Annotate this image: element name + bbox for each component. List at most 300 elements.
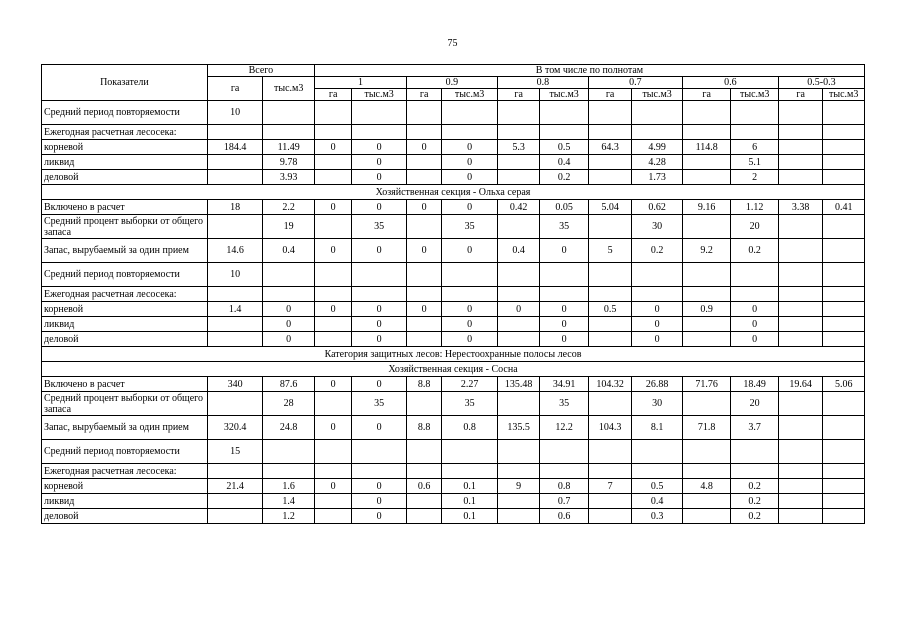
- row-label: Включено в расчет: [42, 377, 208, 392]
- table-cell: 0.2: [632, 239, 683, 263]
- table-cell: 0: [540, 317, 589, 332]
- table-cell: [823, 302, 865, 317]
- table-cell: 0: [442, 302, 498, 317]
- table-cell: [497, 155, 539, 170]
- table-cell: [778, 155, 822, 170]
- header-thous-m3: тыс.м3: [731, 89, 779, 101]
- table-cell: 5.04: [588, 200, 631, 215]
- table-cell: [442, 263, 498, 287]
- header-ha: га: [588, 89, 631, 101]
- table-cell: [314, 440, 351, 464]
- table-row: [42, 155, 865, 170]
- table-cell: 35: [352, 392, 407, 416]
- table-cell: 0.2: [731, 494, 779, 509]
- page-number: 75: [447, 38, 458, 49]
- section-row: [42, 185, 865, 200]
- table-cell: 135.5: [497, 416, 539, 440]
- table-cell: [778, 101, 822, 125]
- table-cell: 0: [540, 302, 589, 317]
- row-label: ликвид: [42, 317, 208, 332]
- table-cell: [406, 494, 441, 509]
- table-cell: [778, 464, 822, 479]
- table-cell: [682, 125, 731, 140]
- row-label: Включено в расчет: [42, 200, 208, 215]
- table-cell: [588, 287, 631, 302]
- section-title: Категория защитных лесов: Нерестоохранные полосы лесов: [42, 347, 865, 362]
- table-row: [42, 140, 865, 155]
- header-ha: га: [497, 89, 539, 101]
- table-cell: 0: [442, 239, 498, 263]
- table-cell: 71.8: [682, 416, 731, 440]
- table-cell: 0: [352, 377, 407, 392]
- table-cell: [406, 287, 441, 302]
- table-cell: [497, 509, 539, 524]
- table-cell: 0: [352, 494, 407, 509]
- table-cell: [632, 263, 683, 287]
- table-cell: [778, 509, 822, 524]
- table-cell: [207, 392, 263, 416]
- table-cell: 0: [314, 377, 351, 392]
- table-cell: 9.16: [682, 200, 731, 215]
- table-row: [42, 215, 865, 239]
- table-cell: [207, 287, 263, 302]
- table-cell: 0: [406, 302, 441, 317]
- table-cell: [207, 494, 263, 509]
- table-cell: 0: [632, 317, 683, 332]
- table-cell: [406, 101, 441, 125]
- table-cell: [778, 215, 822, 239]
- table-cell: 104.32: [588, 377, 631, 392]
- table-cell: 64.3: [588, 140, 631, 155]
- table-cell: 184.4: [207, 140, 263, 155]
- table-cell: 9: [497, 479, 539, 494]
- table-cell: [778, 416, 822, 440]
- header-ha: га: [406, 89, 441, 101]
- table-cell: [682, 263, 731, 287]
- table-cell: 9.78: [263, 155, 315, 170]
- table-cell: [406, 215, 441, 239]
- table-row: [42, 440, 865, 464]
- table-cell: [731, 263, 779, 287]
- table-cell: 0: [352, 200, 407, 215]
- table-cell: 0.4: [632, 494, 683, 509]
- table-cell: [588, 332, 631, 347]
- table-cell: [588, 494, 631, 509]
- table-cell: 18: [207, 200, 263, 215]
- table-cell: 0.2: [731, 239, 779, 263]
- table-cell: 0: [263, 302, 315, 317]
- table-cell: [682, 287, 731, 302]
- table-cell: [682, 464, 731, 479]
- table-cell: 0.6: [540, 509, 589, 524]
- table-cell: 1.73: [632, 170, 683, 185]
- table-row: [42, 377, 865, 392]
- table-cell: [406, 392, 441, 416]
- header-density: 0.6: [682, 77, 778, 89]
- table-cell: 0: [731, 332, 779, 347]
- table-cell: 2.27: [442, 377, 498, 392]
- table-cell: [588, 317, 631, 332]
- table-cell: 1.4: [263, 494, 315, 509]
- table-cell: 0: [352, 140, 407, 155]
- header-thous-m3: тыс.м3: [823, 89, 865, 101]
- table-cell: [406, 170, 441, 185]
- table-cell: [823, 479, 865, 494]
- table-cell: [823, 494, 865, 509]
- table-cell: 0: [263, 332, 315, 347]
- table-cell: [731, 464, 779, 479]
- table-cell: 0: [442, 200, 498, 215]
- table-cell: [823, 215, 865, 239]
- table-cell: [588, 125, 631, 140]
- table-cell: 3.93: [263, 170, 315, 185]
- table-cell: [632, 440, 683, 464]
- table-cell: 0.1: [442, 509, 498, 524]
- table-cell: 0.2: [540, 170, 589, 185]
- table-cell: 35: [540, 392, 589, 416]
- table-cell: [682, 215, 731, 239]
- table-cell: [314, 509, 351, 524]
- table-cell: 35: [540, 215, 589, 239]
- row-label: Средний процент выборки от общего запаса: [42, 215, 208, 239]
- table-cell: [442, 125, 498, 140]
- table-cell: 21.4: [207, 479, 263, 494]
- table-cell: [823, 287, 865, 302]
- table-cell: [540, 440, 589, 464]
- table-cell: 0: [263, 317, 315, 332]
- table-cell: 340: [207, 377, 263, 392]
- table-cell: [682, 494, 731, 509]
- table-cell: [314, 263, 351, 287]
- table-cell: 5.3: [497, 140, 539, 155]
- table-cell: 0.42: [497, 200, 539, 215]
- table-cell: 5.06: [823, 377, 865, 392]
- table-cell: 35: [352, 215, 407, 239]
- table-cell: 0: [352, 479, 407, 494]
- table-cell: 34.91: [540, 377, 589, 392]
- table-cell: [540, 464, 589, 479]
- table-cell: [823, 140, 865, 155]
- table-cell: [406, 332, 441, 347]
- table-cell: [406, 440, 441, 464]
- table-cell: 0: [540, 239, 589, 263]
- table-cell: [406, 464, 441, 479]
- table-cell: [406, 509, 441, 524]
- table-cell: 8.8: [406, 416, 441, 440]
- table-cell: 9.2: [682, 239, 731, 263]
- table-cell: 0: [352, 317, 407, 332]
- table-cell: [406, 155, 441, 170]
- table-cell: 0: [314, 200, 351, 215]
- table-cell: 0.1: [442, 494, 498, 509]
- table-cell: [406, 317, 441, 332]
- table-cell: [778, 392, 822, 416]
- table-cell: 8.1: [632, 416, 683, 440]
- table-cell: 0.5: [588, 302, 631, 317]
- section-title: Хозяйственная секция - Сосна: [42, 362, 865, 377]
- table-cell: 0.5: [632, 479, 683, 494]
- table-cell: [588, 170, 631, 185]
- table-cell: [731, 125, 779, 140]
- table-row: [42, 302, 865, 317]
- table-cell: 0.9: [682, 302, 731, 317]
- table-cell: [682, 332, 731, 347]
- table-cell: 0: [442, 155, 498, 170]
- table-cell: [632, 101, 683, 125]
- section-row: [42, 347, 865, 362]
- table-row: [42, 317, 865, 332]
- table-row: [42, 287, 865, 302]
- table-cell: [682, 317, 731, 332]
- table-cell: [263, 125, 315, 140]
- table-row: [42, 170, 865, 185]
- table-cell: 35: [442, 215, 498, 239]
- table-cell: 14.6: [207, 239, 263, 263]
- header-ha: га: [778, 89, 822, 101]
- table-cell: [207, 509, 263, 524]
- table-cell: 24.8: [263, 416, 315, 440]
- table-row: [42, 200, 865, 215]
- row-label: корневой: [42, 302, 208, 317]
- table-cell: 2.2: [263, 200, 315, 215]
- table-cell: 3.38: [778, 200, 822, 215]
- header-ha: га: [682, 89, 731, 101]
- table-cell: 5: [588, 239, 631, 263]
- table-cell: 0: [314, 416, 351, 440]
- table-cell: [497, 170, 539, 185]
- table-cell: 26.88: [632, 377, 683, 392]
- header-indicators: Показатели: [42, 65, 208, 101]
- section-title: Хозяйственная секция - Ольха серая: [42, 185, 865, 200]
- table-cell: [352, 287, 407, 302]
- table-cell: [406, 125, 441, 140]
- table-cell: 0: [352, 239, 407, 263]
- table-cell: 0: [497, 302, 539, 317]
- table-cell: [682, 509, 731, 524]
- table-cell: [778, 170, 822, 185]
- table-cell: [352, 464, 407, 479]
- forest-data-table: [41, 64, 865, 524]
- table-cell: 10: [207, 101, 263, 125]
- row-label: Средний период повторяемости: [42, 101, 208, 125]
- header-thous-m3: тыс.м3: [442, 89, 498, 101]
- table-cell: [588, 215, 631, 239]
- table-row: [42, 101, 865, 125]
- table-cell: 0: [352, 416, 407, 440]
- table-cell: 11.49: [263, 140, 315, 155]
- table-cell: 10: [207, 263, 263, 287]
- table-cell: [823, 155, 865, 170]
- table-cell: 0: [406, 239, 441, 263]
- table-cell: 8.8: [406, 377, 441, 392]
- table-row: [42, 239, 865, 263]
- table-cell: [588, 392, 631, 416]
- table-cell: 15: [207, 440, 263, 464]
- table-cell: [778, 287, 822, 302]
- table-row: [42, 509, 865, 524]
- table-cell: 30: [632, 215, 683, 239]
- table-cell: [207, 125, 263, 140]
- table-cell: 320.4: [207, 416, 263, 440]
- row-label: корневой: [42, 140, 208, 155]
- table-cell: 4.99: [632, 140, 683, 155]
- table-cell: [588, 440, 631, 464]
- table-cell: 0.7: [540, 494, 589, 509]
- table-cell: [207, 170, 263, 185]
- table-cell: 104.3: [588, 416, 631, 440]
- header-by-density: В том числе по полнотам: [314, 65, 864, 77]
- table-cell: [778, 263, 822, 287]
- table-cell: [823, 464, 865, 479]
- table-cell: 5.1: [731, 155, 779, 170]
- row-label: Ежегодная расчетная лесосека:: [42, 464, 208, 479]
- row-label: корневой: [42, 479, 208, 494]
- table-cell: 0: [352, 332, 407, 347]
- table-cell: [314, 494, 351, 509]
- table-cell: [778, 125, 822, 140]
- table-cell: [314, 155, 351, 170]
- table-cell: [823, 263, 865, 287]
- table-cell: [778, 332, 822, 347]
- table-cell: 6: [731, 140, 779, 155]
- table-cell: 0: [442, 317, 498, 332]
- table-cell: 0: [406, 200, 441, 215]
- table-cell: 20: [731, 392, 779, 416]
- table-cell: 0.1: [442, 479, 498, 494]
- table-cell: [778, 317, 822, 332]
- table-cell: 0: [352, 509, 407, 524]
- table-cell: 0.8: [540, 479, 589, 494]
- table-cell: 18.49: [731, 377, 779, 392]
- table-cell: [823, 392, 865, 416]
- table-cell: 0.05: [540, 200, 589, 215]
- table-cell: [588, 509, 631, 524]
- table-cell: [778, 479, 822, 494]
- table-cell: [778, 494, 822, 509]
- table-cell: 0: [731, 317, 779, 332]
- table-cell: 1.12: [731, 200, 779, 215]
- table-cell: [632, 287, 683, 302]
- row-label: Средний период повторяемости: [42, 440, 208, 464]
- table-cell: [352, 125, 407, 140]
- table-cell: 135.48: [497, 377, 539, 392]
- table-cell: 0.8: [442, 416, 498, 440]
- table-cell: [497, 263, 539, 287]
- table-cell: [731, 287, 779, 302]
- row-label: деловой: [42, 509, 208, 524]
- table-cell: [263, 464, 315, 479]
- table-cell: [497, 125, 539, 140]
- table-cell: 28: [263, 392, 315, 416]
- header-total-ha: га: [207, 77, 263, 101]
- table-cell: 1.4: [207, 302, 263, 317]
- table-cell: [497, 440, 539, 464]
- table-cell: [497, 215, 539, 239]
- row-label: Средний период повторяемости: [42, 263, 208, 287]
- table-cell: 35: [442, 392, 498, 416]
- table-cell: [207, 464, 263, 479]
- table-cell: [314, 287, 351, 302]
- table-cell: 0: [540, 332, 589, 347]
- table-cell: 0.62: [632, 200, 683, 215]
- table-cell: [632, 125, 683, 140]
- table-cell: [588, 101, 631, 125]
- table-cell: 0: [314, 239, 351, 263]
- table-cell: [778, 239, 822, 263]
- table-cell: 0: [314, 302, 351, 317]
- table-cell: [497, 317, 539, 332]
- table-cell: [540, 287, 589, 302]
- table-cell: [352, 440, 407, 464]
- row-label: деловой: [42, 170, 208, 185]
- table-row: [42, 479, 865, 494]
- table-cell: 30: [632, 392, 683, 416]
- table-cell: [540, 101, 589, 125]
- header-total-m3: тыс.м3: [263, 77, 315, 101]
- table-cell: [632, 464, 683, 479]
- row-label: Запас, вырубаемый за один прием: [42, 416, 208, 440]
- table-cell: [497, 332, 539, 347]
- table-cell: [823, 416, 865, 440]
- table-cell: 0: [352, 170, 407, 185]
- table-cell: [778, 302, 822, 317]
- table-cell: [314, 101, 351, 125]
- header-thous-m3: тыс.м3: [632, 89, 683, 101]
- table-cell: [406, 263, 441, 287]
- table-cell: [497, 464, 539, 479]
- table-cell: [497, 494, 539, 509]
- table-cell: [823, 170, 865, 185]
- table-cell: 12.2: [540, 416, 589, 440]
- table-cell: 0.2: [731, 479, 779, 494]
- table-cell: [442, 101, 498, 125]
- table-cell: [314, 332, 351, 347]
- table-cell: [352, 263, 407, 287]
- table-cell: [263, 287, 315, 302]
- table-cell: 19.64: [778, 377, 822, 392]
- table-cell: [682, 170, 731, 185]
- table-cell: 0: [632, 302, 683, 317]
- header-density: 0.8: [497, 77, 588, 89]
- table-cell: [731, 101, 779, 125]
- table-cell: 0.5: [540, 140, 589, 155]
- table-cell: [352, 101, 407, 125]
- table-row: [42, 263, 865, 287]
- table-cell: 0: [352, 302, 407, 317]
- table-row: [42, 494, 865, 509]
- table-cell: 0: [352, 155, 407, 170]
- table-cell: [540, 263, 589, 287]
- table-cell: [682, 155, 731, 170]
- table-cell: 1.2: [263, 509, 315, 524]
- table-cell: [823, 440, 865, 464]
- table-cell: [682, 440, 731, 464]
- table-cell: 0.41: [823, 200, 865, 215]
- table-cell: 0.4: [540, 155, 589, 170]
- row-label: ликвид: [42, 494, 208, 509]
- table-cell: 0: [731, 302, 779, 317]
- table-cell: 0.4: [263, 239, 315, 263]
- table-cell: 71.76: [682, 377, 731, 392]
- table-cell: [588, 263, 631, 287]
- table-cell: [823, 317, 865, 332]
- table-cell: [588, 464, 631, 479]
- table-cell: [778, 440, 822, 464]
- header-ha: га: [314, 89, 351, 101]
- table-cell: 114.8: [682, 140, 731, 155]
- table-cell: [207, 215, 263, 239]
- table-row: [42, 416, 865, 440]
